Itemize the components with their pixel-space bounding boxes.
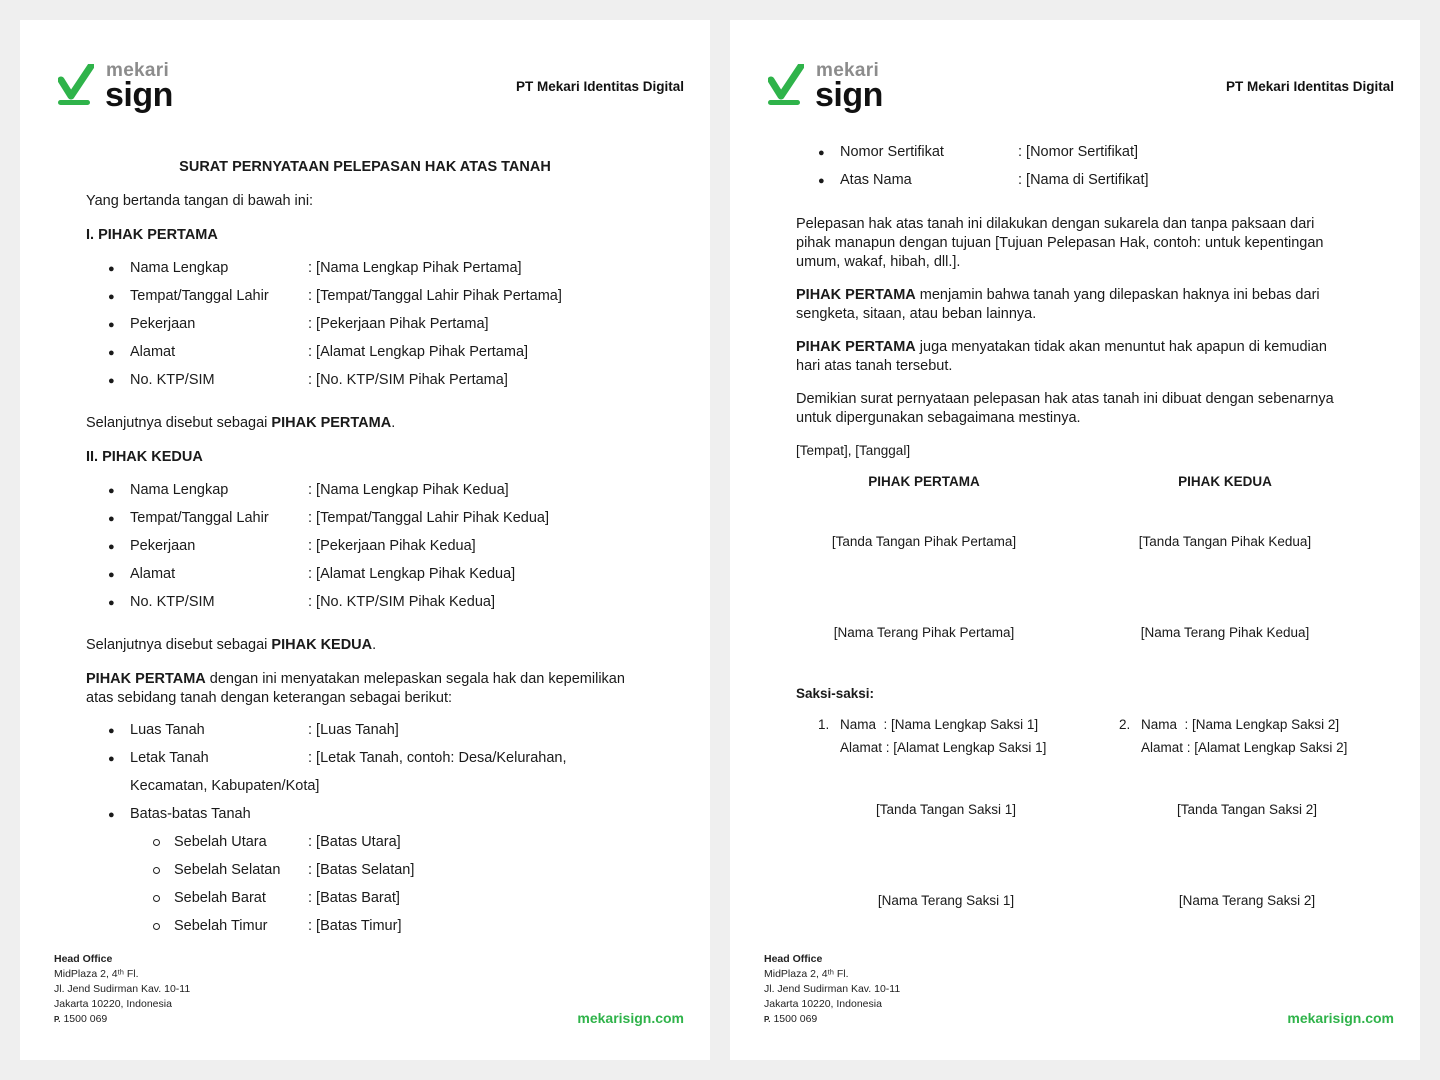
field-label: Pekerjaan bbox=[130, 538, 196, 554]
signature-heading-pihak-pertama: PIHAK PERTAMA bbox=[868, 474, 980, 489]
field-value: : [Nomor Sertifikat] bbox=[1018, 144, 1139, 160]
logo-word-sign: sign bbox=[105, 76, 173, 114]
border-value: : [Batas Barat] bbox=[308, 890, 400, 906]
field-value: : [Alamat Lengkap Pihak Pertama] bbox=[308, 344, 529, 360]
company-name: PT Mekari Identitas Digital bbox=[1225, 79, 1394, 94]
field-value-continued: Kecamatan, Kabupaten/Kota] bbox=[130, 778, 320, 794]
paragraph-no-claim-l1: PIHAK PERTAMA juga menyatakan tidak akan menuntut hak apapun di kemudian bbox=[796, 339, 1327, 355]
logo-underline bbox=[768, 100, 800, 105]
footer-address: Head Office MidPlaza 2, 4ᵗʰ Fl. Jl. Jend Sudirman Kav. 10-11 Jakarta 10220, Indonesia P. 1500 069 bbox=[54, 953, 191, 1025]
intro-text: Yang bertanda tangan di bawah ini: bbox=[86, 193, 314, 209]
paragraph-voluntary-l1: Pelepasan hak atas tanah ini dilakukan dengan sukarela dan tanpa paksaan dari bbox=[796, 216, 1315, 232]
section-heading-pihak-kedua: II. PIHAK KEDUA bbox=[86, 449, 203, 465]
field-label: No. KTP/SIM bbox=[130, 594, 215, 610]
company-name: PT Mekari Identitas Digital bbox=[515, 79, 684, 94]
signature-field-pihak-pertama[interactable]: [Tanda Tangan Pihak Pertama] bbox=[831, 534, 1017, 549]
field-value: : [Pekerjaan Pihak Pertama] bbox=[308, 316, 489, 332]
witness-1-number: 1. bbox=[818, 717, 830, 732]
printed-name-pihak-pertama: [Nama Terang Pihak Pertama] bbox=[833, 625, 1015, 640]
border-label: Sebelah Selatan bbox=[174, 862, 281, 878]
document-page-2: mekari sign PT Mekari Identitas Digital ● Nomor Sertifikat : [Nomor Sertifikat] ● Atas Nama : [Nama di Sertifikat] Pelepasan hak atas tanah ini dilakukan dengan sukarela dan tanpa paksaan dari pihak manapun dengan tujuan [Tujuan Pelepasan Hak, contoh: untuk kepentingan umum, wakaf, hibah, dll.]. PIHAK PERTAMA menjamin bahwa tanah yang dilepaskan haknya ini bebas dari sengketa, sitaan, atau beban lainnya. PIHAK PERTAMA juga menyatakan tidak akan menuntut hak apapun di kemudian hari atas tanah tersebut. Demikian surat pernyataan pelepasan hak atas tanah ini dibuat dengan sebenarnya untuk dipergunakan sebagaimana mestinya. [Tempat], [Tanggal] PIHAK PERTAMA PIHAK KEDUA [Tanda Tangan Pihak Pertama] [Tanda Tangan Pihak Kedua] [Nama Terang Pihak Pertama] [Nama Terang Pihak Kedua] Saksi-saksi: 1. Nama : [Nama Lengkap Saksi 1] Alamat : [Alamat Lengkap Saksi 1] 2. Nama : [Nama Lengkap Saksi 2] Alamat : [Alamat Lengkap Saksi 2] [Tanda Tangan Saksi 1] [Tanda Tangan Saksi 2] [Nama Terang Saksi 1] [Nama Terang Saksi 2] Head Office MidPlaza 2, 4ᵗʰ Fl. Jl. Jend Sudirman Kav. 10-11 Jakarta 10220, Indonesia P. 1500 069 mekarisign.com bbox=[730, 20, 1420, 1060]
border-value: : [Batas Timur] bbox=[308, 918, 402, 934]
paragraph-closing-l2: untuk dipergunakan sebagaimana mestinya. bbox=[796, 410, 1081, 426]
field-value: : [Tempat/Tanggal Lahir Pihak Kedua] bbox=[308, 510, 550, 526]
party1-designation: Selanjutnya disebut sebagai PIHAK PERTAMA. bbox=[86, 415, 396, 431]
paragraph-no-claim-l2: hari atas tanah tersebut. bbox=[796, 358, 953, 374]
field-label: Nama Lengkap bbox=[130, 260, 229, 276]
website-link[interactable]: mekarisign.com bbox=[577, 1010, 684, 1026]
statement-line-2: atas sebidang tanah dengan keterangan sebagai berikut: bbox=[86, 690, 453, 706]
website-link[interactable]: mekarisign.com bbox=[1287, 1010, 1394, 1026]
field-value: : [Alamat Lengkap Pihak Kedua] bbox=[308, 566, 516, 582]
statement-line-1: PIHAK PERTAMA dengan ini menyatakan melepaskan segala hak dan kepemilikan bbox=[86, 671, 625, 687]
field-value: : [No. KTP/SIM Pihak Pertama] bbox=[308, 372, 508, 388]
printed-name-pihak-kedua: [Nama Terang Pihak Kedua] bbox=[1140, 625, 1310, 640]
field-label: No. KTP/SIM bbox=[130, 372, 215, 388]
logo-word-mekari: mekari bbox=[106, 60, 170, 81]
field-value: : [Luas Tanah] bbox=[308, 722, 399, 738]
signature-field-pihak-kedua[interactable]: [Tanda Tangan Pihak Kedua] bbox=[1138, 534, 1312, 549]
witness-2-name: Nama : [Nama Lengkap Saksi 2] bbox=[1141, 717, 1340, 732]
border-value: : [Batas Utara] bbox=[308, 834, 401, 850]
signature-heading-pihak-kedua: PIHAK KEDUA bbox=[1178, 474, 1272, 489]
document-title: SURAT PERNYATAAN PELEPASAN HAK ATAS TANAH bbox=[179, 159, 551, 175]
field-label: Nomor Sertifikat bbox=[840, 144, 944, 160]
field-label: Tempat/Tanggal Lahir bbox=[130, 288, 269, 304]
logo-word-sign: sign bbox=[815, 76, 883, 114]
witness-2-address: Alamat : [Alamat Lengkap Saksi 2] bbox=[1141, 740, 1348, 755]
border-value: : [Batas Selatan] bbox=[308, 862, 415, 878]
field-label: Letak Tanah bbox=[130, 750, 209, 766]
field-label: Nama Lengkap bbox=[130, 482, 229, 498]
paragraph-voluntary-l2: pihak manapun dengan tujuan [Tujuan Pelepasan Hak, contoh: untuk kepentingan bbox=[796, 235, 1324, 251]
logo-word-mekari: mekari bbox=[816, 60, 880, 81]
witness-2-number: 2. bbox=[1119, 717, 1131, 732]
signature-field-witness-2[interactable]: [Tanda Tangan Saksi 2] bbox=[1176, 802, 1318, 817]
witness-1-address: Alamat : [Alamat Lengkap Saksi 1] bbox=[840, 740, 1047, 755]
party2-designation: Selanjutnya disebut sebagai PIHAK KEDUA. bbox=[86, 637, 377, 653]
border-label: Sebelah Utara bbox=[174, 834, 267, 850]
document-page-1: mekari sign PT Mekari Identitas Digital SURAT PERNYATAAN PELEPASAN HAK ATAS TANAH Yang bertanda tangan di bawah ini: I. PIHAK PERTAMA ● Nama Lengkap : [Nama Lengkap Pihak Pertama] ● Tempat/Tanggal Lahir : [Tempat/Tanggal Lahir Pihak Pertama] ● Pekerjaan : [Pekerjaan Pihak Pertama] ● Alamat : [Alamat Lengkap Pihak Pertama] ● No. KTP/SIM : [No. KTP/SIM Pihak Pertama] Selanjutnya disebut sebagai PIHAK PERTAMA. II. PIHAK KEDUA ● Nama Lengkap : [Nama Lengkap Pihak Kedua] ● Tempat/Tanggal Lahir : [Tempat/Tanggal Lahir Pihak Kedua] ● Pekerjaan : [Pekerjaan Pihak Kedua] ● Alamat : [Alamat Lengkap Pihak Kedua] ● No. KTP/SIM : [No. KTP/SIM Pihak Kedua] Selanjutnya disebut sebagai PIHAK KEDUA. PIHAK PERTAMA dengan ini menyatakan melepaskan segala hak dan kepemilikan atas sebidang tanah dengan keterangan sebagai berikut: ● Luas Tanah : [Luas Tanah] ● Letak Tanah : [Letak Tanah, contoh: Desa/Kelurahan, Kecamatan, Kabupaten/Kota] ● Batas-batas Tanah Sebelah Utara : [Batas Utara] Sebelah Selatan : [Batas Selatan] Sebelah Barat : [Batas Barat] Sebelah Timur : [Batas Timur] Head Office MidPlaza 2, 4ᵗʰ Fl. Jl. Jend Sudirman Kav. 10-11 Jakarta 10220, Indonesia P. 1500 069 mekarisign.com bbox=[20, 20, 710, 1060]
field-label: Tempat/Tanggal Lahir bbox=[130, 510, 269, 526]
field-value: : [No. KTP/SIM Pihak Kedua] bbox=[308, 594, 495, 610]
field-value: : [Tempat/Tanggal Lahir Pihak Pertama] bbox=[308, 288, 562, 304]
field-value: : [Nama Lengkap Pihak Kedua] bbox=[308, 482, 509, 498]
footer-address: Head Office MidPlaza 2, 4ᵗʰ Fl. Jl. Jend Sudirman Kav. 10-11 Jakarta 10220, Indonesia P. 1500 069 bbox=[764, 953, 901, 1025]
logo-underline bbox=[58, 100, 90, 105]
field-label: Alamat bbox=[130, 566, 176, 582]
field-value: : [Nama Lengkap Pihak Pertama] bbox=[308, 260, 522, 276]
paragraph-closing-l1: Demikian surat pernyataan pelepasan hak atas tanah ini dibuat dengan sebenarnya bbox=[796, 391, 1334, 407]
mekari-sign-logo bbox=[768, 58, 908, 128]
section-heading-pihak-pertama: I. PIHAK PERTAMA bbox=[86, 227, 218, 243]
witness-heading: Saksi-saksi: bbox=[796, 686, 875, 701]
field-label: Luas Tanah bbox=[130, 722, 205, 738]
field-label: Pekerjaan bbox=[130, 316, 196, 332]
field-label: Alamat bbox=[130, 344, 176, 360]
signature-field-witness-1[interactable]: [Tanda Tangan Saksi 1] bbox=[875, 802, 1017, 817]
border-label: Sebelah Barat bbox=[174, 890, 266, 906]
place-date: [Tempat], [Tanggal] bbox=[796, 443, 911, 458]
witness-1-name: Nama : [Nama Lengkap Saksi 1] bbox=[840, 717, 1039, 732]
paragraph-voluntary-l3: umum, wakaf, hibah, dll.]. bbox=[796, 254, 961, 270]
printed-name-witness-1: [Nama Terang Saksi 1] bbox=[877, 893, 1015, 908]
mekari-sign-logo bbox=[58, 58, 198, 128]
field-label: Batas-batas Tanah bbox=[130, 806, 251, 822]
border-label: Sebelah Timur bbox=[174, 918, 268, 934]
paragraph-guarantee-l1: PIHAK PERTAMA menjamin bahwa tanah yang dilepaskan haknya ini bebas dari bbox=[796, 287, 1320, 303]
paragraph-guarantee-l2: sengketa, sitaan, atau beban lainnya. bbox=[796, 306, 1037, 322]
field-label: Atas Nama bbox=[840, 172, 912, 188]
field-value: : [Pekerjaan Pihak Kedua] bbox=[308, 538, 476, 554]
field-value: : [Nama di Sertifikat] bbox=[1018, 172, 1149, 188]
printed-name-witness-2: [Nama Terang Saksi 2] bbox=[1178, 893, 1316, 908]
field-value: : [Letak Tanah, contoh: Desa/Kelurahan, bbox=[308, 750, 567, 766]
